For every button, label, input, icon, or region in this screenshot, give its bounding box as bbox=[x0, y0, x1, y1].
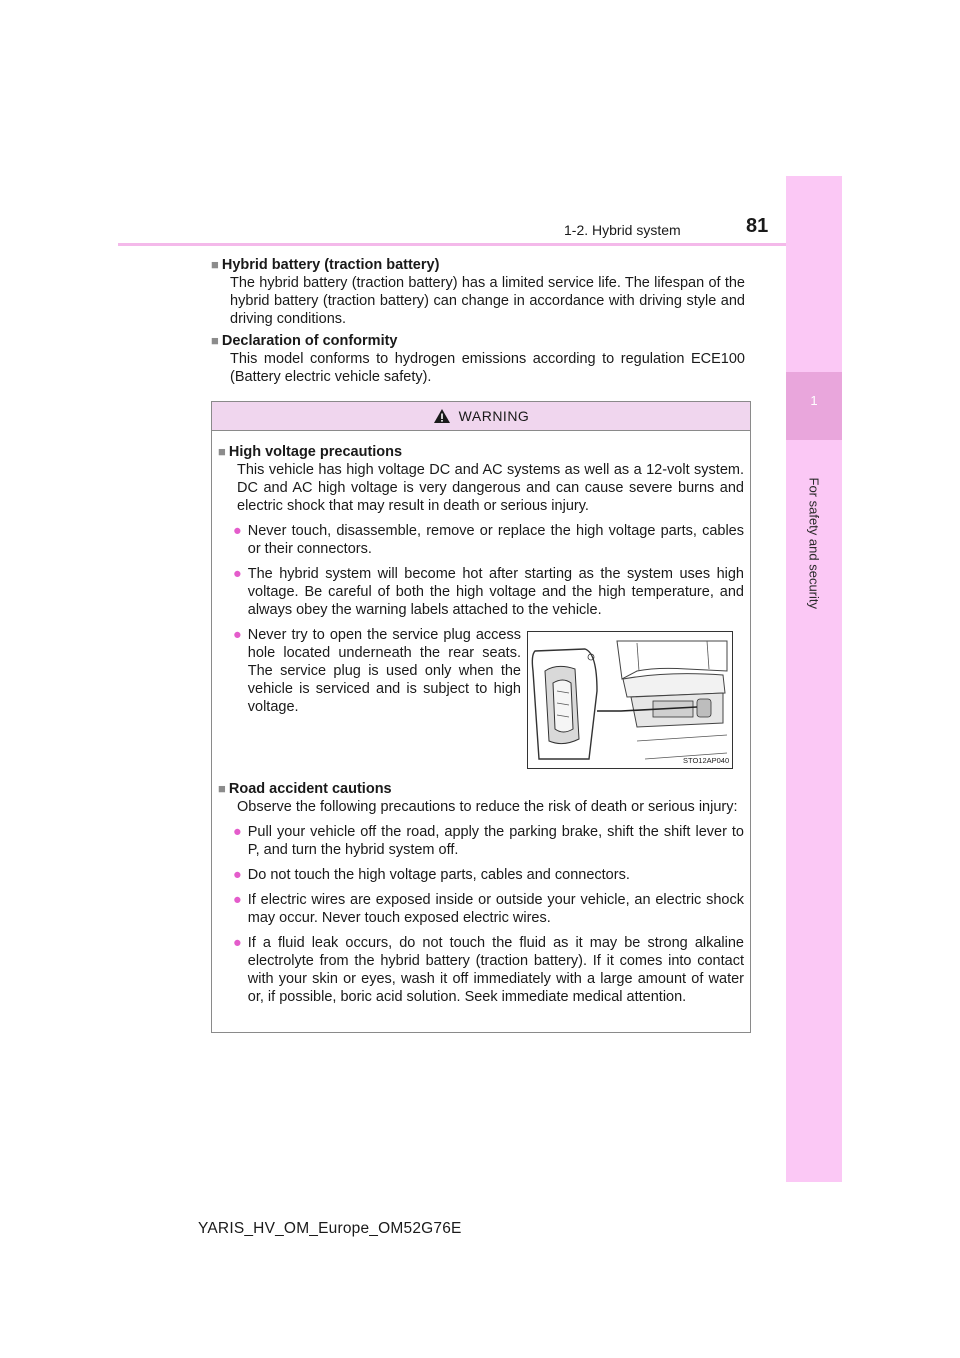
high-voltage-text: This vehicle has high voltage DC and AC systems as well as a 12-volt system. DC and AC high voltage is very dangerous and can cause severe burns and electric shock that may result in death or serious injury. bbox=[237, 462, 744, 514]
bullet-dot-icon: ● bbox=[233, 824, 242, 840]
bullet-item bbox=[218, 626, 521, 716]
chapter-title: For safety and security bbox=[806, 477, 822, 609]
bullet-dot-icon: ● bbox=[233, 523, 242, 539]
bullet-dot-icon: ● bbox=[233, 627, 242, 643]
bullet-text: Never touch, disassemble, remove or replace the high voltage parts, cables or their connectors. bbox=[247, 523, 744, 557]
bullet-text: The hybrid system will become hot after starting as the system uses high voltage. Be careful of both the high voltage and the high temperature, and always obey the warning labels attached to the vehicle. bbox=[247, 566, 744, 618]
bullet-text: If electric wires are exposed inside or outside your vehicle, an electric shock may occur. Never touch exposed electric wires. bbox=[247, 892, 744, 926]
chapter-sidebar bbox=[786, 176, 842, 1182]
header-rule bbox=[118, 243, 786, 246]
page-number: 81 bbox=[746, 215, 769, 237]
bullet-item bbox=[218, 565, 744, 619]
warning-triangle-icon bbox=[433, 408, 451, 424]
bullet-text: Pull your vehicle off the road, apply the parking brake, shift the shift lever to P, and turn the hybrid system off. bbox=[247, 824, 744, 858]
road-accident-section bbox=[218, 780, 744, 1006]
figure-code: STO12AP040 bbox=[683, 756, 730, 765]
chapter-number-tab: 1 bbox=[786, 372, 842, 440]
bullet-dot-icon: ● bbox=[233, 566, 242, 582]
intro-block bbox=[211, 332, 745, 386]
bullet-item bbox=[218, 823, 744, 859]
intro-text: This model conforms to hydrogen emissions according to regulation ECE100 (Battery electric vehicle safety). bbox=[230, 351, 745, 385]
warning-header bbox=[212, 402, 750, 431]
bullet-text: If a fluid leak occurs, do not touch the fluid as it may be strong alkaline electrolyte from the hybrid battery (traction battery). If it comes into contact with your skin or eyes, wash it off immediately with a large amount of water or, if possible, boric acid solution. Seek immediate medical attention. bbox=[247, 935, 744, 1005]
square-bullet-icon: ■ bbox=[211, 257, 219, 272]
square-bullet-icon: ■ bbox=[211, 333, 219, 348]
square-bullet-icon: ■ bbox=[218, 444, 226, 459]
square-bullet-icon: ■ bbox=[218, 781, 226, 796]
road-accident-heading: Road accident cautions bbox=[228, 781, 392, 797]
intro-text: The hybrid battery (traction battery) has a limited service life. The lifespan of the hybrid battery (traction battery) can change in accordance with driving style and driving conditions. bbox=[230, 275, 745, 327]
intro-heading: Declaration of conformity bbox=[221, 333, 398, 349]
intro-heading: Hybrid battery (traction battery) bbox=[221, 257, 440, 273]
bullet-item bbox=[218, 934, 744, 1006]
road-accident-text: Observe the following precautions to reduce the risk of death or serious injury: bbox=[237, 799, 738, 815]
warning-body bbox=[212, 431, 750, 1005]
bullet-item bbox=[218, 866, 744, 884]
bullet-dot-icon: ● bbox=[233, 867, 242, 883]
service-plug-illustration bbox=[527, 631, 733, 769]
bullet-dot-icon: ● bbox=[233, 892, 242, 908]
document-id-footer: YARIS_HV_OM_Europe_OM52G76E bbox=[198, 1220, 462, 1237]
bullet-item bbox=[218, 891, 744, 927]
bullet-text: Never try to open the service plug access hole located underneath the rear seats. The service plug is used only when the vehicle is serviced and is subject to high voltage. bbox=[247, 627, 521, 715]
bullet-item bbox=[218, 522, 744, 558]
section-title: 1-2. Hybrid system bbox=[564, 222, 681, 238]
high-voltage-heading: High voltage precautions bbox=[228, 444, 403, 460]
bullet-dot-icon: ● bbox=[233, 935, 242, 951]
intro-content bbox=[211, 256, 745, 390]
bullet-text: Do not touch the high voltage parts, cables and connectors. bbox=[247, 867, 630, 883]
warning-title: WARNING bbox=[458, 408, 530, 424]
intro-block bbox=[211, 256, 745, 328]
warning-box bbox=[211, 401, 751, 1033]
